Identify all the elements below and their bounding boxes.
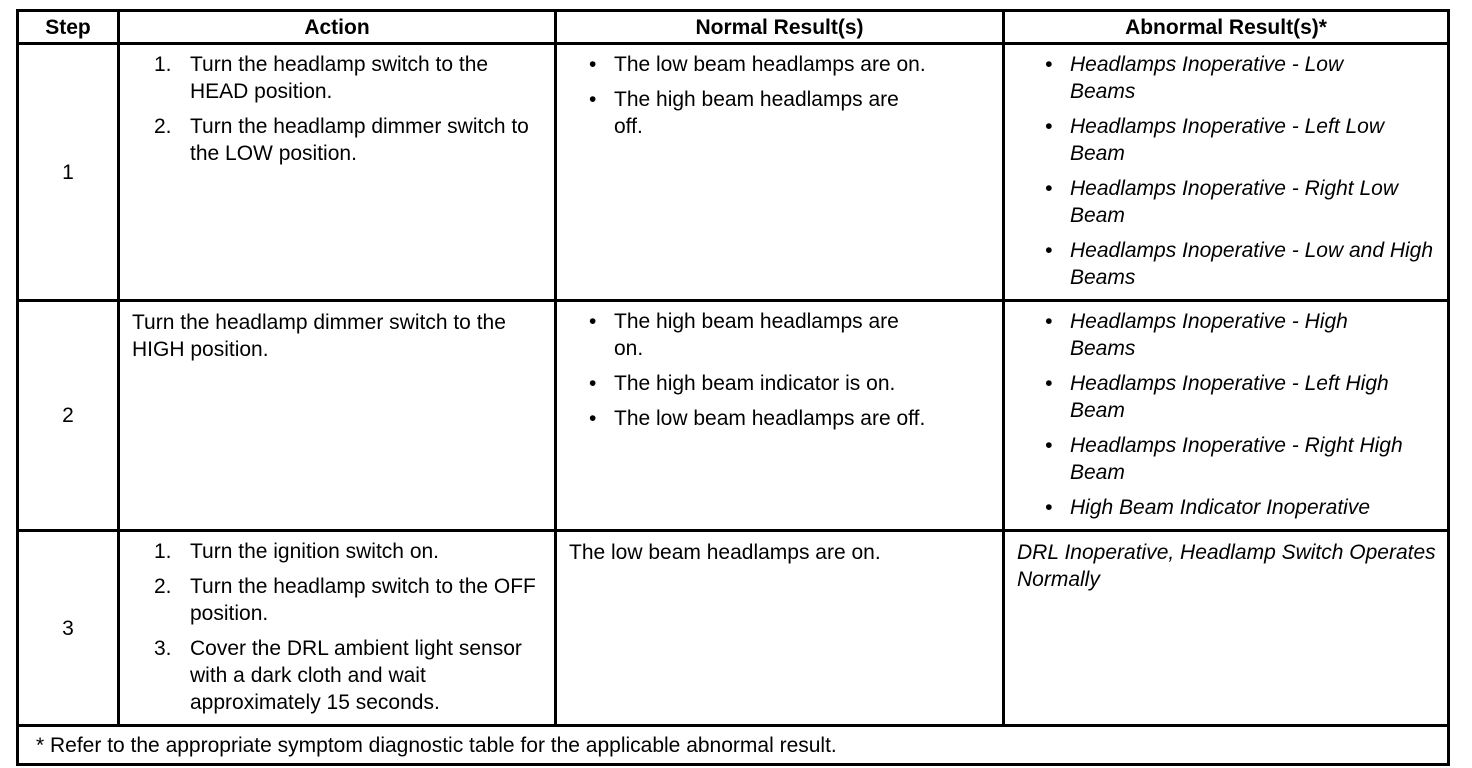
list-item: • The low beam headlamps are off. <box>589 407 926 430</box>
abnormal-result-cell <box>1004 301 1449 531</box>
action-cell <box>119 44 556 301</box>
symptom-link[interactable]: • Headlamps Inoperative - Left High Beam <box>1045 372 1389 422</box>
normal-result-cell <box>556 44 1004 301</box>
list-item: • The high beam headlamps are off. <box>589 88 899 138</box>
action-item: 2. Turn the headlamp switch to the OFF position. <box>154 575 536 625</box>
symptom-link[interactable]: • High Beam Indicator Inoperative <box>1045 496 1370 519</box>
symptom-link[interactable]: • Headlamps Inoperative - Low Beams <box>1045 53 1344 103</box>
footnote: * Refer to the appropriate symptom diagnostic table for the applicable abnormal result. <box>18 726 1449 765</box>
symptom-link[interactable]: • Headlamps Inoperative - Low and High Beams <box>1045 239 1434 289</box>
list-item: • The low beam headlamps are on. <box>589 53 926 76</box>
list-item: • The high beam indicator is on. <box>589 372 896 395</box>
action-item: 1. Turn the ignition switch on. <box>154 540 440 563</box>
table-row <box>18 531 1449 726</box>
action-text: Turn the headlamp dimmer switch to the HIGH position. <box>132 311 506 361</box>
abnormal-result-cell <box>1004 44 1449 301</box>
footnote-row <box>18 726 1449 765</box>
step-number: 2 <box>18 301 119 531</box>
table-row <box>18 301 1449 531</box>
symptom-link[interactable]: • Headlamps Inoperative - Right Low Beam <box>1045 177 1399 227</box>
table-row <box>18 44 1449 301</box>
action-item: 2. Turn the headlamp dimmer switch to the LOW position. <box>154 115 529 165</box>
action-cell <box>119 301 556 531</box>
action-item: 3. Cover the DRL ambient light sensor with a dark cloth and wait approximately 15 seconds. <box>154 637 522 714</box>
symptom-link[interactable]: • Headlamps Inoperative - Left Low Beam <box>1045 115 1385 165</box>
step-number: 3 <box>18 531 119 726</box>
action-cell <box>119 531 556 726</box>
normal-result-cell <box>556 531 1004 726</box>
header-normal-results: Normal Result(s) <box>556 11 1004 44</box>
action-item: 1. Turn the headlamp switch to the HEAD position. <box>154 53 489 103</box>
normal-result-cell <box>556 301 1004 531</box>
symptom-link[interactable]: • Headlamps Inoperative - Right High Beam <box>1045 434 1403 484</box>
header-step: Step <box>18 11 119 44</box>
list-item: • The high beam headlamps are on. <box>589 310 899 360</box>
header-abnormal-results: Abnormal Result(s)* <box>1004 11 1449 44</box>
header-action: Action <box>119 11 556 44</box>
step-number: 1 <box>18 44 119 301</box>
header-row <box>18 11 1449 44</box>
symptom-link[interactable]: DRL Inoperative, Headlamp Switch Operates Normally <box>1017 541 1436 591</box>
normal-result-text: The low beam headlamps are on. <box>569 541 881 564</box>
diagnostic-table <box>16 9 1450 766</box>
symptom-link[interactable]: • Headlamps Inoperative - High Beams <box>1045 310 1348 360</box>
abnormal-result-cell <box>1004 531 1449 726</box>
